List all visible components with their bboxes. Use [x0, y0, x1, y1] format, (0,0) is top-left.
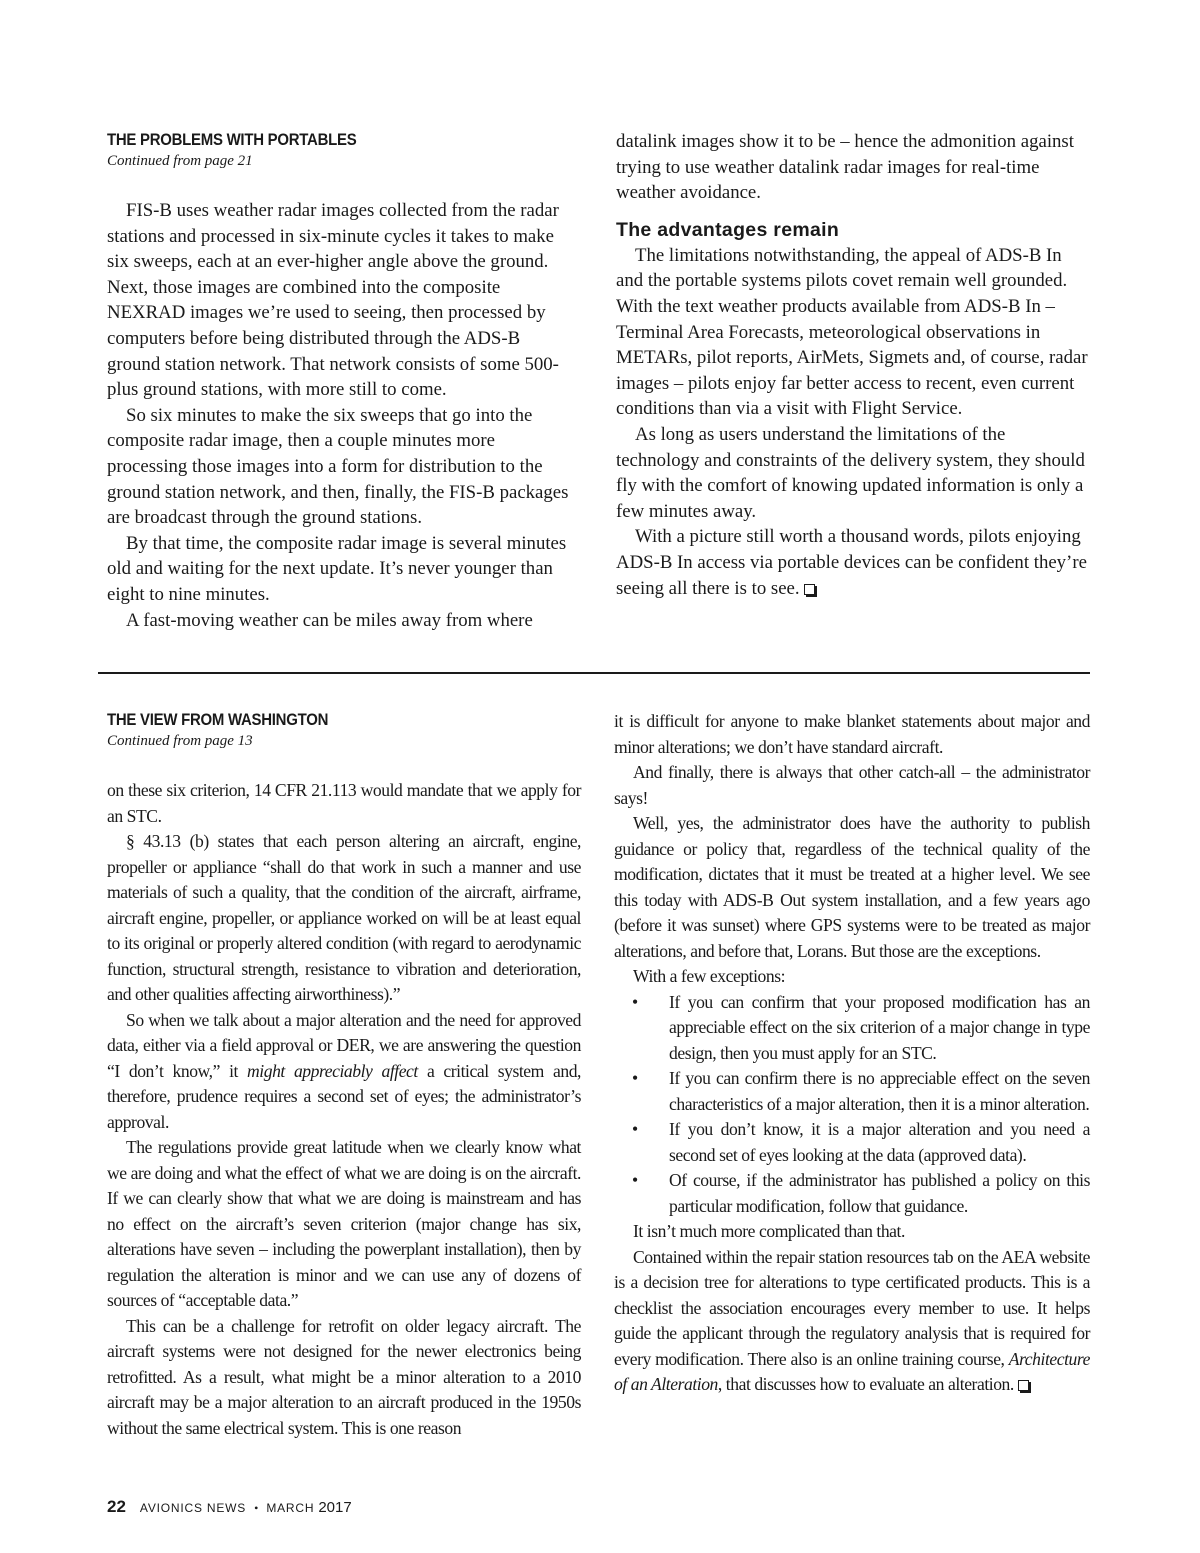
article2-continued-note: Continued from page 13 — [107, 733, 253, 749]
paragraph: And finally, there is always that other catch-all – the administrator says! — [614, 762, 1090, 808]
paragraph: it is difficult for anyone to make blanket statements about major and minor alterations; we don’t have standard aircraft. — [614, 711, 1090, 757]
paragraph: The limitations notwithstanding, the appeal of ADS-B In and the portable systems pilots covet remain well grounded. With the text weather products available from ADS-B In – Terminal Area Forecasts, meteorological observations in METARs, pilot reports, AirMets, Sigmets and, of course, radar images – pilots enjoy far better access to recent, even current conditions than via a visit with Flight Service. — [616, 244, 1088, 420]
list-item-text: If you can confirm there is no appreciable effect on the seven characteristics of a major alteration, then it is a minor alteration. — [669, 1068, 1090, 1114]
end-mark-icon — [804, 584, 815, 595]
paragraph: As long as users understand the limitations of the technology and constraints of the delivery system, they should fly with the comfort of knowing updated information is only a few minutes away. — [616, 423, 1085, 522]
paragraph: With a few exceptions: — [633, 966, 786, 986]
article1-continued-note: Continued from page 21 — [107, 153, 253, 169]
section-divider — [98, 672, 1090, 674]
article1-subheading: The advantages remain — [616, 218, 840, 241]
paragraph: § 43.13 (b) states that each person altering an aircraft, engine, propeller or appliance “shall do that work in such a manner and use materials of such a quality, that the condition of the aircraft, airframe, aircraft engine, propeller, or appliance worked on will be at least equal to its original or properly altered condition (with regard to aerodynamic function, structural strength, resistance to vibration and deterioration, and other qualities affecting airworthiness).” — [107, 831, 581, 1004]
bullet-icon: • — [632, 991, 638, 1012]
article2-left-column — [107, 709, 581, 1441]
paragraph-text: Contained within the repair station resources tab on the AEA website is a decision tree for alterations to type certificated products. This is a checklist the association encourages every member to use. It helps guide the applicant through the regulatory analysis that is required for every modification. There also is an online training course, — [614, 1246, 1090, 1369]
paragraph — [107, 1008, 581, 1136]
footer-separator: • — [254, 1501, 259, 1515]
article2-heading: THE VIEW FROM WASHINGTON — [107, 710, 329, 729]
emphasis-text: Architecture of an Alteration — [614, 1348, 1090, 1394]
paragraph: FIS-B uses weather radar images collected from the radar stations and processed in six-minute cycles it takes to make six sweeps, each at an ever-higher angle above the ground. Next, those images are combined into the composite NEXRAD images we’re used to seeing, then processed by computers before being distributed through the ADS-B ground station network. That network consists of some 500-plus ground stations, with more still to come. — [107, 200, 559, 401]
paragraph: A fast-moving weather can be miles away from where — [126, 609, 533, 631]
issue-month: MARCH — [266, 1501, 315, 1515]
paragraph-text: With a picture still worth a thousand words, pilots enjoying ADS-B In access via portable devices can be confident they’re seeing all there is to see. — [616, 526, 1087, 599]
end-mark-icon — [1018, 1380, 1029, 1391]
article1-left-column — [107, 129, 577, 633]
paragraph: By that time, the composite radar image is several minutes old and waiting for the next update. It’s never younger than eight to nine minutes. — [107, 532, 567, 605]
paragraph: It isn’t much more complicated than that. — [633, 1221, 905, 1241]
paragraph: This can be a challenge for retrofit on older legacy aircraft. The aircraft systems were not designed for the newer electronics being retrofitted. As a result, what might be a minor alteration to a 2010 aircraft may be a major alteration to an aircraft produced in the 1950s without the same electrical system. This is one reason — [107, 1315, 581, 1438]
emphasis-text: might appreciably affect — [247, 1060, 418, 1081]
list-item-text: Of course, if the administrator has published a policy on this particular modification, follow that guidance. — [669, 1170, 1090, 1216]
paragraph-text: a critical system and, therefore, prudence requires a second set of eyes; the administrator’s approval. — [107, 1060, 581, 1132]
list-item-text: If you don’t know, it is a major alteration and you need a second set of eyes looking at the data (approved data). — [669, 1119, 1090, 1165]
exceptions-list — [614, 990, 1090, 1220]
page-number: 22 — [107, 1497, 126, 1516]
bullet-icon: • — [632, 1170, 638, 1190]
list-item-text: If you can confirm that your proposed modification has an appreciable effect on the six criterion of a major change in type design, then you must apply for an STC. — [669, 991, 1090, 1063]
paragraph: datalink images show it to be – hence the admonition against trying to use weather datalink radar images for real-time weather avoidance. — [616, 131, 1074, 204]
article1-heading: THE PROBLEMS WITH PORTABLES — [107, 130, 357, 149]
paragraph: on these six criterion, 14 CFR 21.113 would mandate that we apply for an STC. — [107, 780, 581, 826]
list-item — [614, 990, 1090, 1067]
bullet-icon: • — [632, 1068, 638, 1088]
paragraph: The regulations provide great latitude when we clearly know what we are doing and what the effect of what we are doing is on the aircraft. If we can clearly show that what we are doing is mainstream and has no effect on the aircraft’s seven criterion (major change has six, alterations have seven – including the powerplant installation), then by regulation the alteration is minor and we can use any of dozens of sources of “acceptable data.” — [107, 1137, 581, 1310]
issue-year: 2017 — [318, 1499, 352, 1516]
paragraph-text: So when we talk about a major alteration and the need for approved data, either via a field approval or DER, we are answering the question “I don’t know,” it — [107, 1009, 581, 1081]
article2-right-column — [614, 709, 1090, 1398]
paragraph-text: , that discusses how to evaluate an alteration. — [717, 1374, 1014, 1394]
list-item — [614, 1117, 1090, 1168]
publication-name: AVIONICS NEWS — [139, 1501, 247, 1515]
page-footer — [107, 1497, 352, 1519]
paragraph: Well, yes, the administrator does have the authority to publish guidance or policy that, regardless of the technical quality of the modification, dictates that it must be treated at a higher level. We see this today with ADS-B Out system installation, and a few years ago (before it was sunset) where GPS systems were to be treated as major alterations, and before that, Lorans. But those are the exceptions. — [614, 813, 1090, 961]
list-item — [614, 1168, 1090, 1219]
paragraph — [616, 524, 1092, 601]
article1-right-column — [616, 129, 1092, 601]
paragraph — [614, 1245, 1090, 1398]
list-item — [614, 1066, 1090, 1117]
bullet-icon: • — [632, 1119, 638, 1139]
paragraph: So six minutes to make the six sweeps that go into the composite radar image, then a couple minutes more processing those images into a form for distribution to the ground station network, and then, finally, the FIS-B packages are broadcast through the ground stations. — [107, 404, 569, 529]
